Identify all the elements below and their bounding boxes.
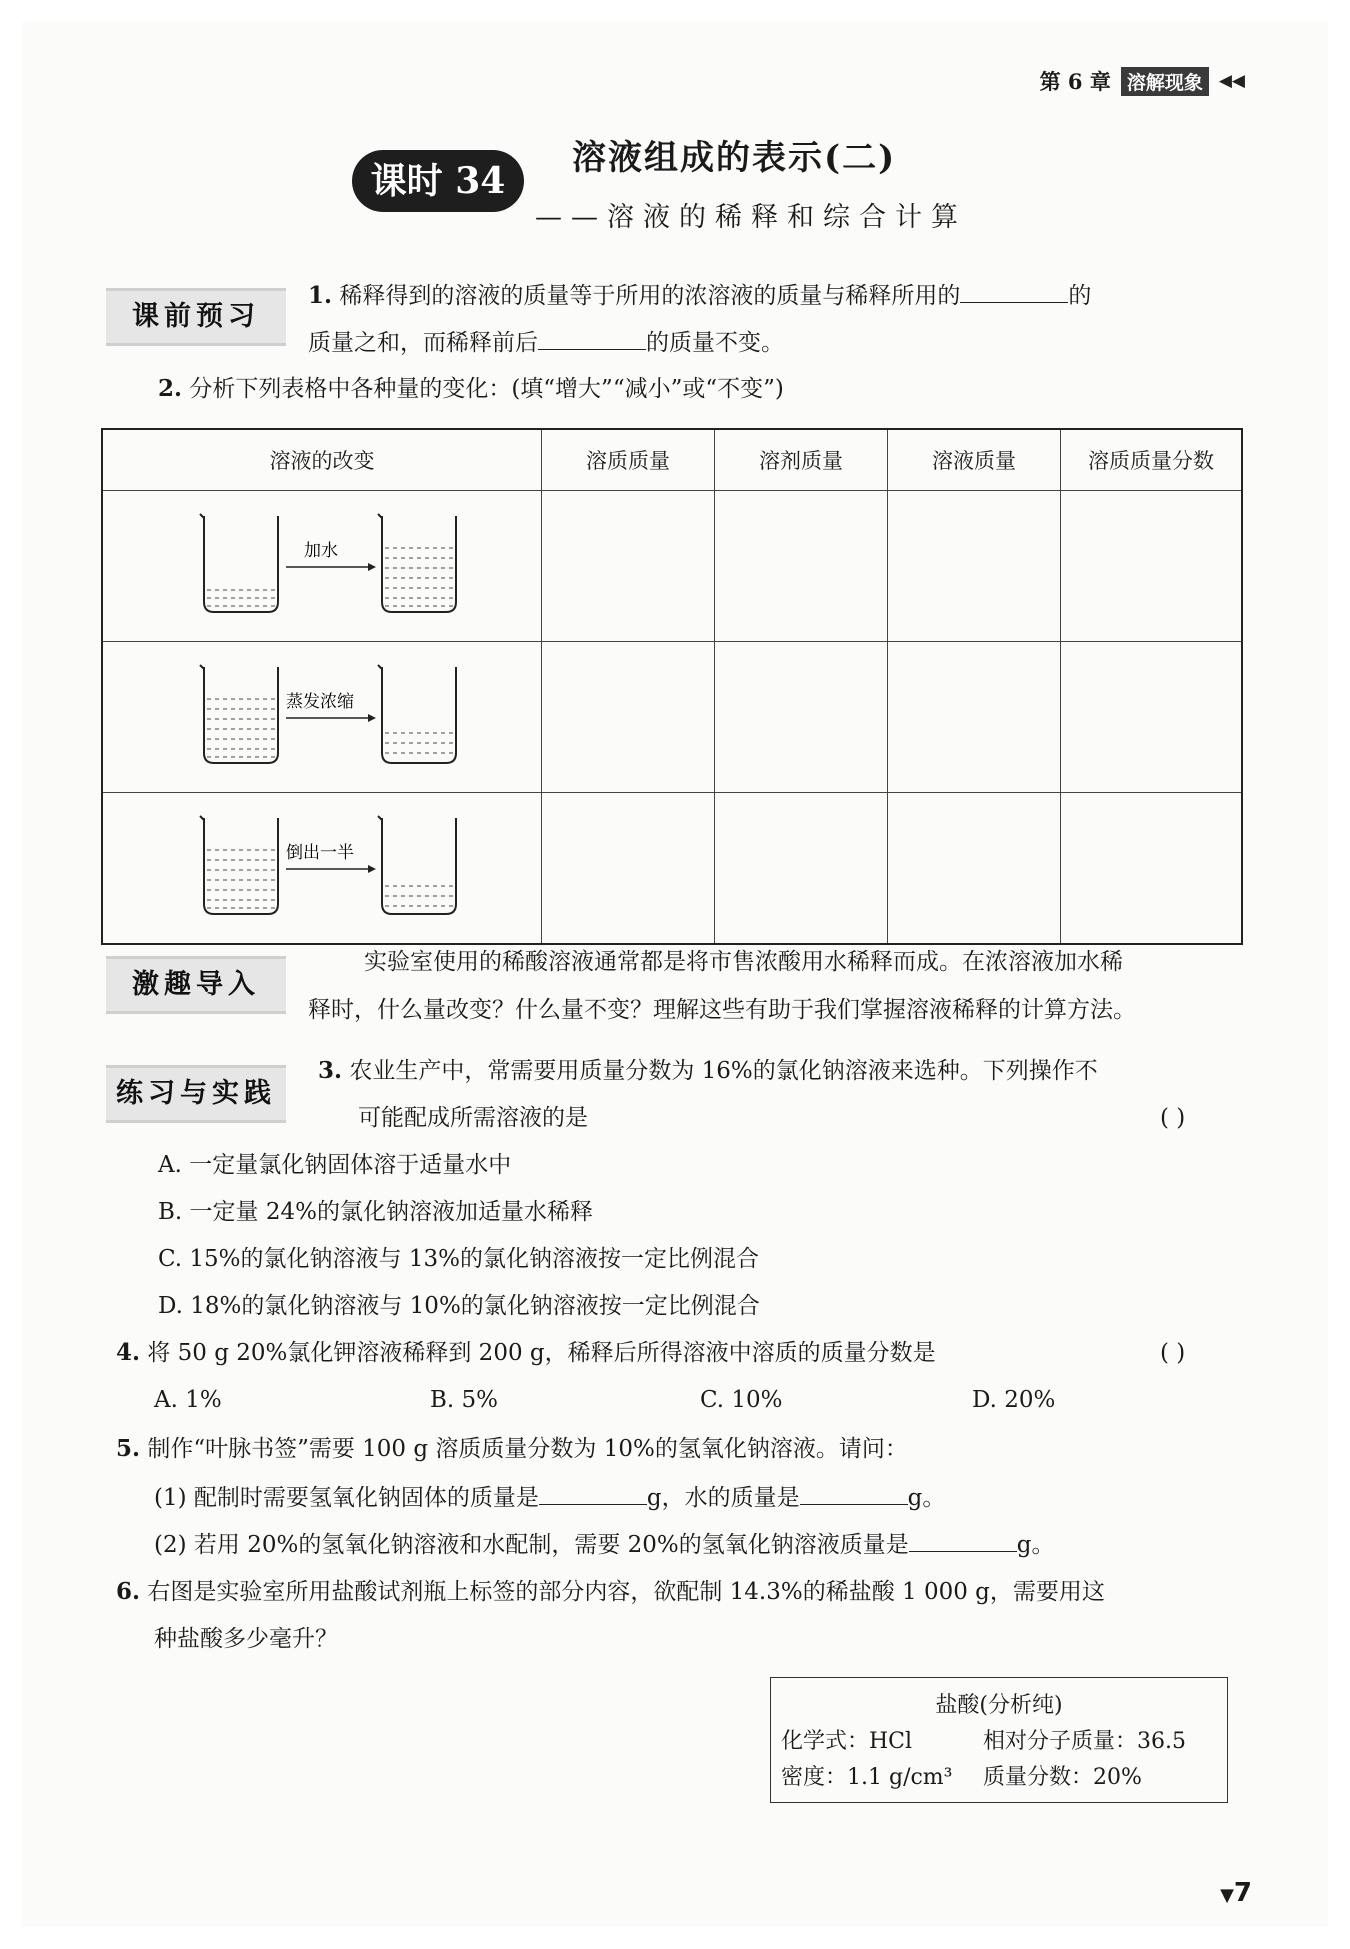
question-5-part-2 bbox=[154, 1527, 1055, 1561]
question-number: 3. bbox=[318, 1057, 343, 1084]
question-text: 分析下列表格中各种量的变化：(填“增大”“减小”或“不变”) bbox=[189, 376, 784, 402]
option-a: A. 一定量氯化钠固体溶于适量水中 bbox=[158, 1152, 512, 1178]
answer-cell[interactable] bbox=[888, 642, 1061, 793]
question-5-part-1 bbox=[154, 1480, 945, 1514]
answer-cell[interactable] bbox=[1061, 642, 1243, 793]
label-density: 密度：1.1 g/cm³ bbox=[781, 1765, 953, 1790]
question-text: g，水的质量是 bbox=[646, 1485, 800, 1511]
table-header-row bbox=[102, 429, 1242, 491]
pour-half-diagram bbox=[104, 794, 540, 937]
label-formula: 化学式：HCl bbox=[781, 1729, 913, 1754]
question-5 bbox=[116, 1433, 908, 1465]
question-text: 的质量不变。 bbox=[646, 330, 784, 356]
answer-cell[interactable] bbox=[542, 491, 715, 642]
answer-blank[interactable] bbox=[909, 1527, 1017, 1552]
question-text: 制作“叶脉书签”需要 100 g 溶质质量分数为 10%的氢氧化钠溶液。请问： bbox=[147, 1436, 908, 1462]
question-1-line-2 bbox=[308, 325, 784, 359]
diagram-action-label: 倒出一半 bbox=[286, 843, 354, 863]
question-text: g。 bbox=[1016, 1532, 1055, 1558]
answer-cell[interactable] bbox=[1061, 793, 1243, 945]
table-header: 溶液质量 bbox=[888, 429, 1061, 491]
section-tag-intro: 激趣导入 bbox=[106, 956, 286, 1014]
add-water-diagram bbox=[104, 492, 540, 635]
beaker-diagram-cell bbox=[102, 793, 542, 945]
intro-line-1: 实验室使用的稀酸溶液通常都是将市售浓酸用水稀释而成。在浓溶液加水稀 bbox=[364, 949, 1123, 975]
question-text: 将 50 g 20%氯化钾溶液稀释到 200 g，稀释后所得溶液中溶质的质量分数是 bbox=[147, 1340, 936, 1366]
table-header: 溶质质量分数 bbox=[1061, 429, 1243, 491]
question-number: 2. bbox=[158, 375, 183, 402]
question-number: 1. bbox=[308, 282, 333, 309]
table-header: 溶质质量 bbox=[542, 429, 715, 491]
question-4 bbox=[116, 1337, 936, 1369]
evaporate-diagram bbox=[104, 643, 540, 786]
question-number: 6. bbox=[116, 1578, 141, 1605]
question-6-line-1 bbox=[116, 1576, 1105, 1608]
option-b: B. 一定量 24%的氯化钠溶液加适量水稀释 bbox=[158, 1199, 593, 1225]
table-header: 溶液的改变 bbox=[102, 429, 542, 491]
question-text: 农业生产中，常需要用质量分数为 16%的氯化钠溶液来选种。下列操作不 bbox=[349, 1058, 1098, 1084]
question-text: 质量之和，而稀释前后 bbox=[308, 330, 538, 356]
answer-paren[interactable]: ( ) bbox=[1160, 1340, 1186, 1366]
beaker-diagram-cell bbox=[102, 642, 542, 793]
question-text: 稀释得到的溶液的质量等于所用的浓溶液的质量与稀释所用的 bbox=[339, 283, 961, 309]
label-molar-mass: 相对分子质量：36.5 bbox=[983, 1729, 1186, 1754]
question-2 bbox=[158, 373, 784, 405]
section-tag-preview: 课前预习 bbox=[106, 288, 286, 346]
answer-blank[interactable] bbox=[539, 1480, 647, 1505]
reagent-label bbox=[770, 1677, 1228, 1803]
diagram-action-label: 加水 bbox=[304, 541, 338, 561]
double-left-arrow-icon: ◀◀ bbox=[1218, 71, 1245, 91]
beaker-diagram-cell bbox=[102, 491, 542, 642]
option-a: A. 1% bbox=[154, 1387, 222, 1413]
diagram-action-label: 蒸发浓缩 bbox=[286, 692, 354, 712]
option-b: B. 5% bbox=[430, 1387, 499, 1413]
question-text: 右图是实验室所用盐酸试剂瓶上标签的部分内容，欲配制 14.3%的稀盐酸 1 000 g，需要用这 bbox=[147, 1579, 1105, 1605]
question-text: (2) 若用 20%的氢氧化钠溶液和水配制，需要 20%的氢氧化钠溶液质量是 bbox=[154, 1532, 909, 1558]
question-1-line-1 bbox=[308, 278, 1091, 312]
question-3-line-2: 可能配成所需溶液的是 bbox=[358, 1105, 588, 1131]
lesson-title: 溶液组成的表示(二) bbox=[572, 138, 897, 178]
answer-cell[interactable] bbox=[715, 642, 888, 793]
label-title: 盐酸(分析纯) bbox=[935, 1693, 1063, 1718]
answer-cell[interactable] bbox=[1061, 491, 1243, 642]
question-3-line-1 bbox=[318, 1055, 1098, 1087]
question-number: 5. bbox=[116, 1435, 141, 1462]
lesson-badge: 课时 34 bbox=[352, 150, 524, 212]
option-d: D. 20% bbox=[972, 1387, 1056, 1413]
answer-cell[interactable] bbox=[542, 793, 715, 945]
option-c: C. 15%的氯化钠溶液与 13%的氯化钠溶液按一定比例混合 bbox=[158, 1246, 759, 1272]
answer-cell[interactable] bbox=[888, 491, 1061, 642]
question-6-line-2: 种盐酸多少毫升？ bbox=[154, 1626, 338, 1652]
chapter-header bbox=[1040, 66, 1245, 96]
question-text: g。 bbox=[907, 1485, 946, 1511]
option-c: C. 10% bbox=[700, 1387, 783, 1413]
question-text: (1) 配制时需要氢氧化钠固体的质量是 bbox=[154, 1485, 539, 1511]
answer-blank[interactable] bbox=[960, 278, 1068, 303]
question-text: 的 bbox=[1068, 283, 1092, 309]
table-header: 溶剂质量 bbox=[715, 429, 888, 491]
chapter-title: 溶解现象 bbox=[1121, 67, 1209, 96]
table-row bbox=[102, 642, 1242, 793]
section-tag-practice: 练习与实践 bbox=[106, 1065, 286, 1123]
change-analysis-table bbox=[101, 428, 1243, 945]
intro-line-2: 释时，什么量改变？什么量不变？理解这些有助于我们掌握溶液稀释的计算方法。 bbox=[308, 997, 1136, 1023]
lesson-subtitle: ——溶液的稀释和综合计算 bbox=[535, 202, 967, 233]
answer-blank[interactable] bbox=[538, 325, 646, 350]
answer-cell[interactable] bbox=[715, 491, 888, 642]
answer-paren[interactable]: ( ) bbox=[1160, 1105, 1186, 1131]
page-marker-icon: ▼ bbox=[1220, 1885, 1234, 1906]
option-d: D. 18%的氯化钠溶液与 10%的氯化钠溶液按一定比例混合 bbox=[158, 1293, 760, 1319]
page-number-value: 7 bbox=[1233, 1878, 1252, 1908]
answer-cell[interactable] bbox=[715, 793, 888, 945]
chapter-number: 第 6 章 bbox=[1039, 69, 1111, 94]
answer-blank[interactable] bbox=[800, 1480, 908, 1505]
table-row bbox=[102, 491, 1242, 642]
page-number bbox=[1220, 1878, 1252, 1908]
table-row bbox=[102, 793, 1242, 945]
label-mass-fraction: 质量分数：20% bbox=[983, 1765, 1142, 1790]
question-number: 4. bbox=[116, 1339, 141, 1366]
answer-cell[interactable] bbox=[888, 793, 1061, 945]
answer-cell[interactable] bbox=[542, 642, 715, 793]
